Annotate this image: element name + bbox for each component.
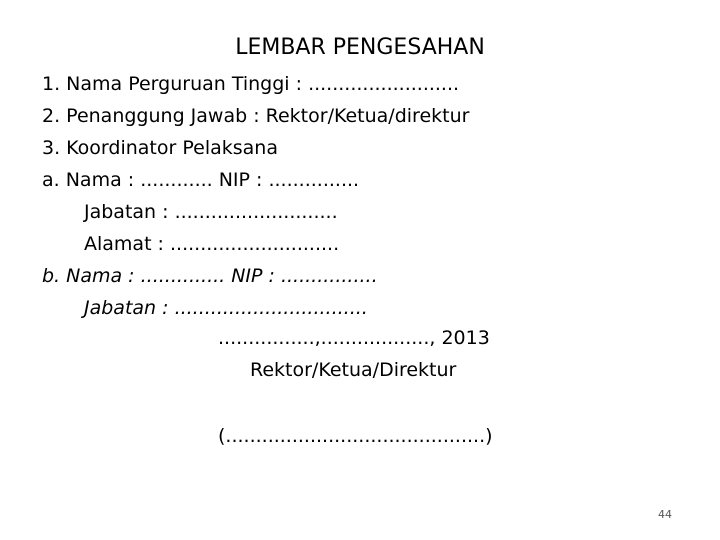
koordinator-a-alamat-line: Alamat : ............................ <box>84 233 340 255</box>
page-title: LEMBAR PENGESAHAN <box>235 35 485 60</box>
place-date-line: ................,.................., 2013 <box>218 327 490 349</box>
nama-perguruan-tinggi-line: 1. Nama Perguruan Tinggi : ......................... <box>42 73 460 95</box>
koordinator-b-nama-nip-line: b. Nama : .............. NIP : ................ <box>42 265 378 287</box>
koordinator-a-jabatan-line: Jabatan : ........................... <box>84 201 338 223</box>
koordinator-pelaksana-line: 3. Koordinator Pelaksana <box>42 137 278 159</box>
penanggung-jawab-line: 2. Penanggung Jawab : Rektor/Ketua/direktur <box>42 105 470 127</box>
signatory-title: Rektor/Ketua/Direktur <box>250 359 457 381</box>
signature-name-placeholder: (...........................................) <box>218 425 493 447</box>
page-number: 44 <box>658 508 672 521</box>
koordinator-a-nama-nip-line: a. Nama : ............ NIP : ............... <box>42 169 360 191</box>
koordinator-b-jabatan-line: Jabatan : ................................ <box>84 297 368 319</box>
